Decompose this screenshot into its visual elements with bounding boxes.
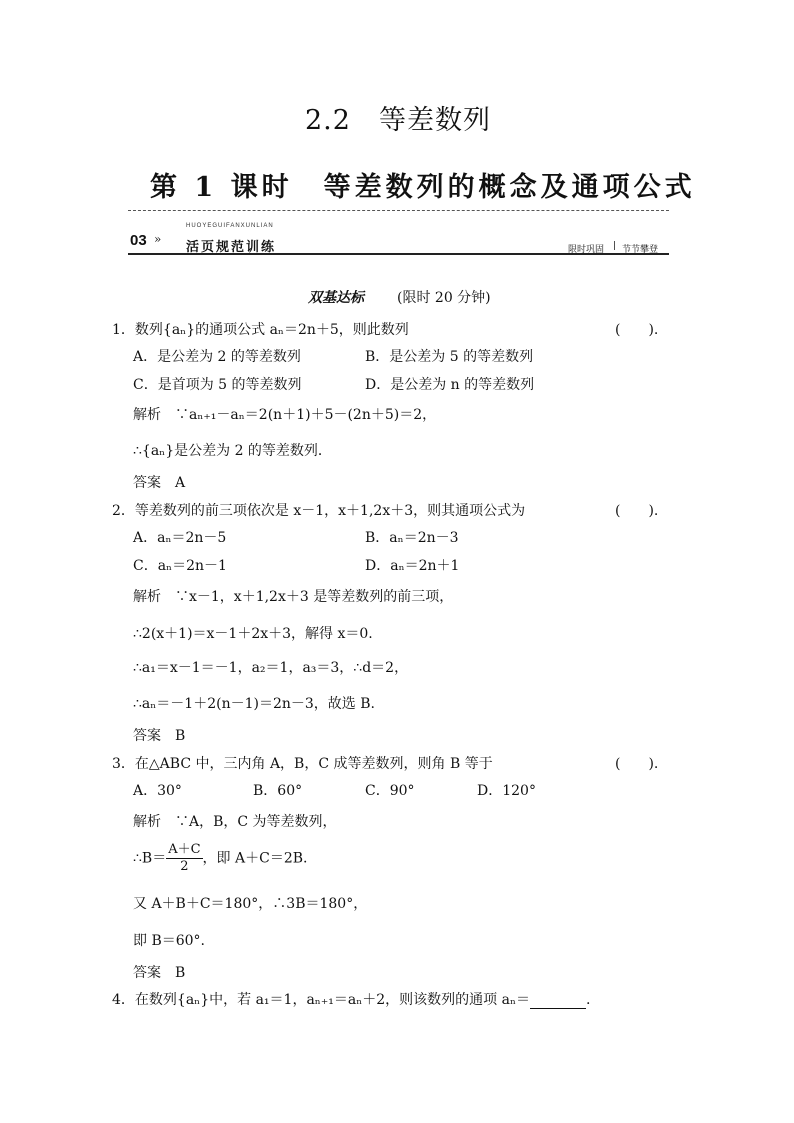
answer-line: 答案 A: [133, 475, 186, 491]
solution-suffix: ，即 A＋C＝2B.: [202, 850, 308, 867]
solution-line: ∴{aₙ}是公差为 2 的等差数列．: [133, 443, 332, 459]
option-a: A．是公差为 2 的等差数列: [133, 349, 301, 365]
option-a: A．30°: [133, 783, 182, 799]
solution-fraction-line: [133, 842, 307, 875]
answer-paren: ( ).: [615, 503, 659, 519]
banner-right-2: 节节攀登: [622, 245, 659, 255]
banner-title: 活页规范训练: [186, 240, 277, 255]
banner-bottom-rule: [128, 253, 669, 255]
fraction-denominator: 2: [180, 859, 189, 874]
solution-line: ∴aₙ＝－1＋2(n－1)＝2n－3，故选 B.: [133, 696, 375, 712]
page-title: 2.2 等差数列: [305, 105, 491, 136]
question-stem: 3．在△ABC 中，三内角 A，B，C 成等差数列，则角 B 等于: [112, 756, 493, 772]
option-c: C．90°: [365, 783, 415, 799]
option-c: C．aₙ＝2n－1: [133, 558, 227, 574]
lesson-subtitle: 第 1 课时 等差数列的概念及通项公式: [150, 172, 696, 203]
question-stem: 2．等差数列的前三项依次是 x－1，x＋1,2x＋3，则其通项公式为: [112, 503, 526, 519]
solution-line: 即 B＝60°.: [133, 933, 206, 949]
fraction-numerator: A＋C: [168, 842, 201, 857]
banner-right-1: 限时巩固: [568, 245, 605, 255]
solution-line: 解析 ∵A，B，C 为等差数列，: [133, 814, 337, 830]
stem-tail: .: [586, 992, 591, 1008]
solution-line: ∴a₁＝x－1＝－1，a₂＝1，a₃＝3，∴d＝2，: [133, 660, 409, 676]
answer-line: 答案 B: [133, 728, 186, 744]
banner-number: 03: [130, 232, 147, 249]
banner-arrow-icon: »: [154, 232, 162, 246]
option-b: B．aₙ＝2n－3: [365, 530, 459, 546]
answer-blank[interactable]: [530, 994, 586, 1009]
answer-paren: ( ).: [615, 322, 659, 338]
banner-right-sep: |: [613, 241, 617, 251]
question-stem: 1．数列{aₙ}的通项公式 aₙ＝2n＋5，则此数列: [112, 322, 409, 338]
fraction: [166, 842, 202, 875]
option-d: D．是公差为 n 的等差数列: [365, 377, 535, 393]
banner-top-rule: [128, 210, 669, 211]
solution-line: 解析 ∵aₙ₊₁－aₙ＝2(n＋1)＋5－(2n＋5)＝2，: [133, 407, 437, 423]
option-d: D．120°: [477, 783, 536, 799]
option-b: B．是公差为 5 的等差数列: [365, 349, 534, 365]
answer-paren: ( ).: [615, 756, 659, 772]
option-d: D．aₙ＝2n＋1: [365, 558, 460, 574]
section-heading: 双基达标: [308, 290, 364, 306]
section-time-limit: (限时 20 分钟): [397, 290, 491, 306]
banner-pinyin: HUOYEGUIFANXUNLIAN: [186, 223, 274, 229]
solution-line: 解析 ∵x－1，x＋1,2x＋3 是等差数列的前三项，: [133, 589, 454, 605]
solution-prefix: ∴B＝: [133, 850, 167, 867]
answer-line: 答案 B: [133, 965, 186, 981]
option-b: B．60°: [253, 783, 303, 799]
question-stem-line: [112, 991, 590, 1009]
solution-line: 又 A＋B＋C＝180°，∴3B＝180°，: [133, 896, 368, 912]
option-a: A．aₙ＝2n－5: [133, 530, 227, 546]
option-c: C．是首项为 5 的等差数列: [133, 377, 302, 393]
question-stem: 4．在数列{aₙ}中，若 a₁＝1，aₙ₊₁＝aₙ＋2，则该数列的通项 aₙ＝: [112, 992, 531, 1008]
solution-line: ∴2(x＋1)＝x－1＋2x＋3，解得 x＝0.: [133, 626, 373, 642]
